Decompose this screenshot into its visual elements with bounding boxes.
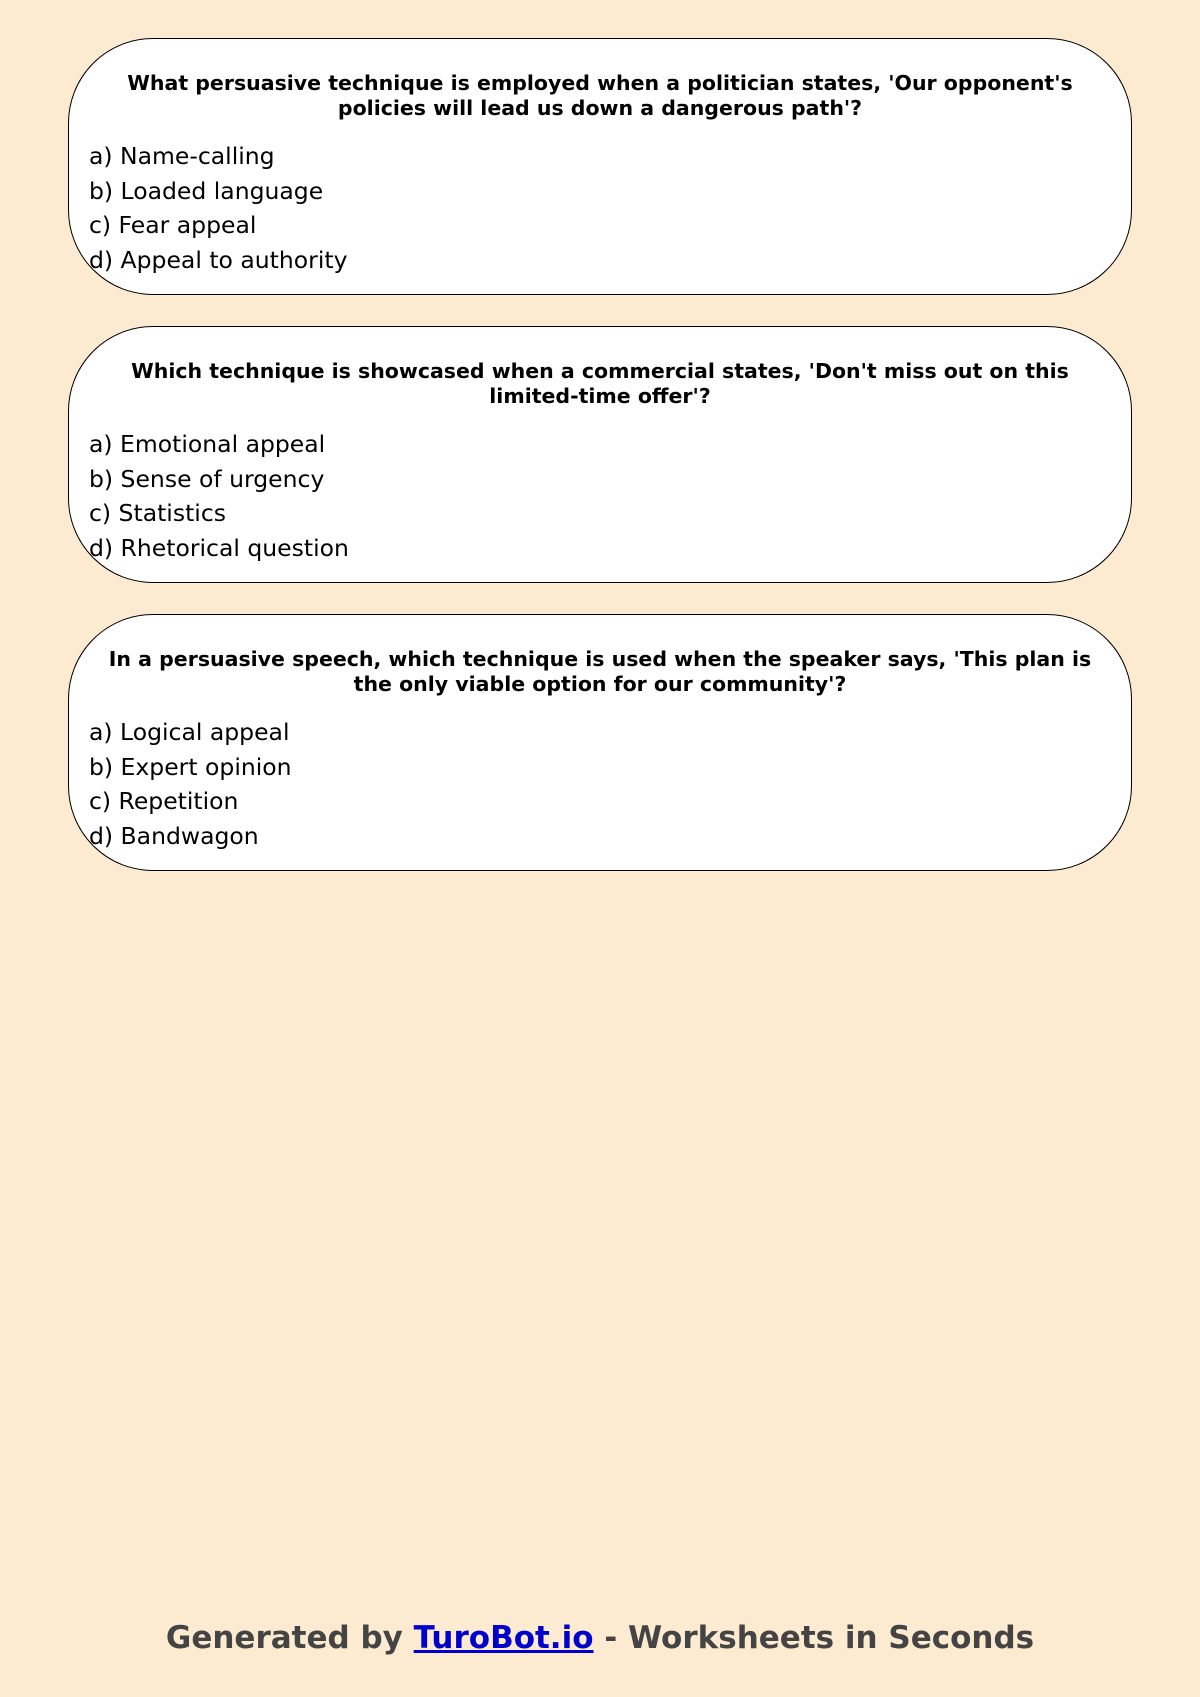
- answer-option-c: c) Repetition: [89, 787, 239, 815]
- answer-options: [89, 427, 1111, 565]
- answer-option-b: b) Loaded language: [89, 176, 324, 205]
- question-card-3: [68, 614, 1132, 871]
- question-text: In a persuasive speech, which technique is used when the speaker says, 'This plan is the only viable option for our community'?: [108, 647, 1092, 696]
- answer-option-c: c) Fear appeal: [89, 211, 257, 239]
- answer-option-b: b) Expert opinion: [89, 752, 292, 781]
- turobot-link[interactable]: TuroBot.io: [413, 1620, 594, 1656]
- answer-option-d: d) Appeal to authority: [89, 245, 348, 274]
- footer-prefix: Generated by: [165, 1620, 403, 1656]
- footer-suffix: - Worksheets in Seconds: [604, 1620, 1035, 1656]
- answer-options: [89, 715, 1111, 853]
- question-card-1: [68, 38, 1132, 295]
- footer-credit: [0, 1618, 1200, 1658]
- answer-option-d: d) Bandwagon: [89, 821, 259, 850]
- answer-option-d: d) Rhetorical question: [89, 533, 349, 562]
- answer-option-b: b) Sense of urgency: [89, 464, 325, 493]
- question-card-2: [68, 326, 1132, 583]
- answer-option-a: a) Logical appeal: [89, 718, 290, 746]
- answer-option-a: a) Name-calling: [89, 142, 275, 170]
- answer-options: [89, 139, 1111, 277]
- question-text: What persuasive technique is employed when a politician states, 'Our opponent's policies will lead us down a dangerous path'?: [127, 71, 1073, 120]
- question-text: Which technique is showcased when a commercial states, 'Don't miss out on this limited-time offer'?: [131, 359, 1069, 408]
- answer-option-c: c) Statistics: [89, 499, 226, 527]
- worksheet-questions: [68, 38, 1132, 902]
- answer-option-a: a) Emotional appeal: [89, 430, 326, 458]
